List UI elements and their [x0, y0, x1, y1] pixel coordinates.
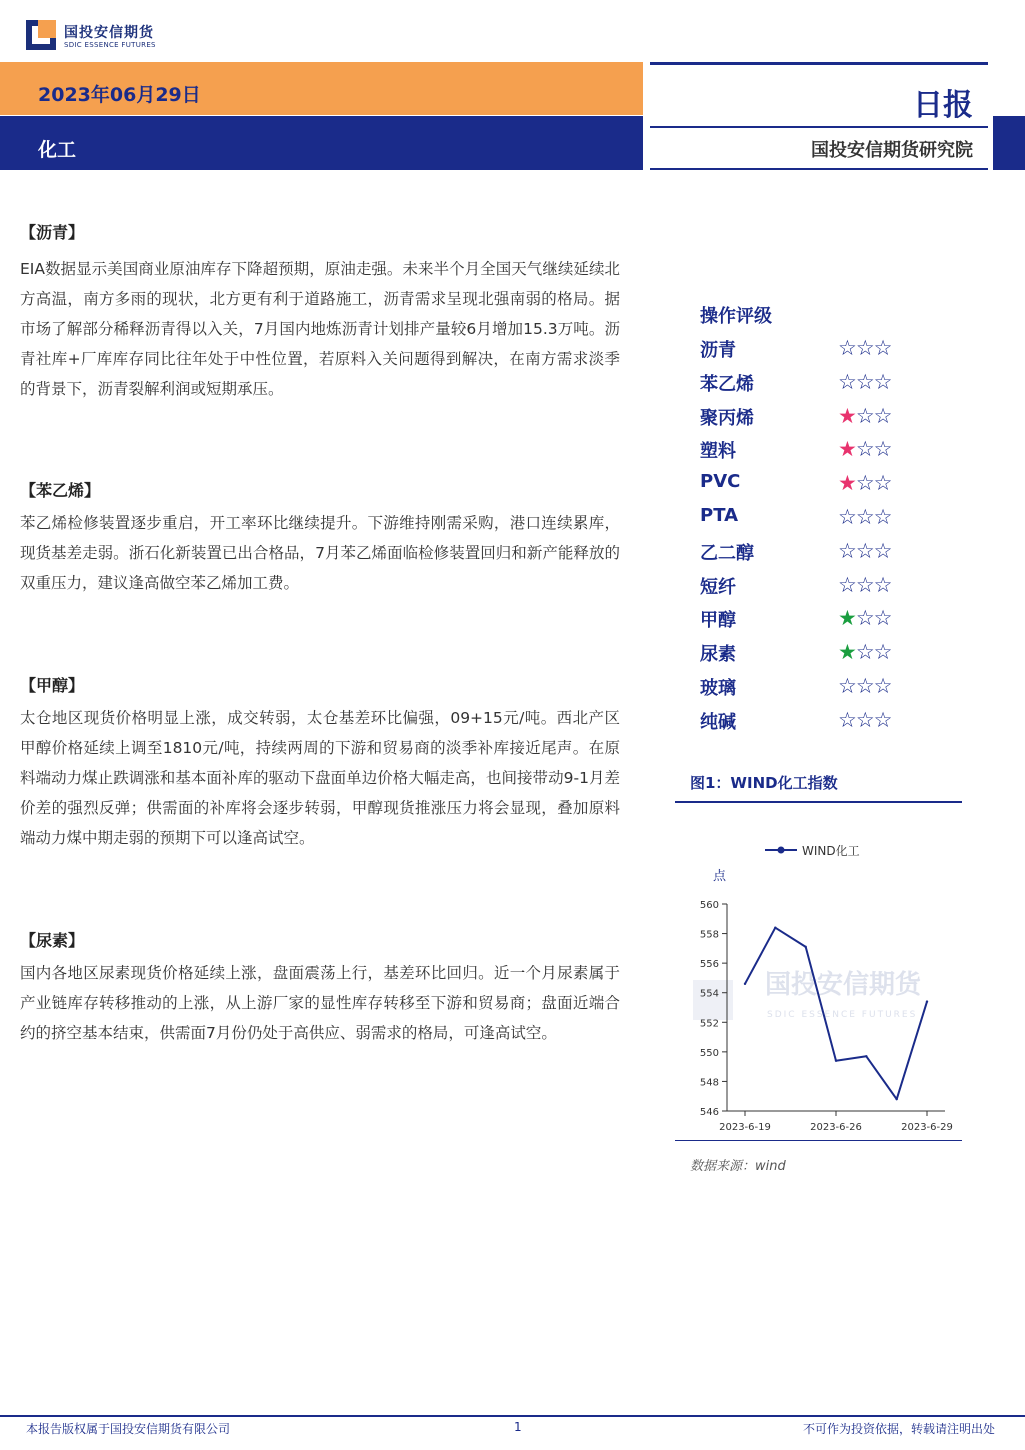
rating-product-name: 乙二醇 [700, 542, 754, 564]
header-accent-block [993, 116, 1025, 170]
star-outline-icon: ☆ [855, 369, 874, 394]
rating-product-name: 短纤 [700, 576, 736, 598]
section-title-methanol: 【甲醇】 [20, 676, 85, 695]
star-outline-icon: ☆ [873, 606, 892, 631]
report-sector: 化工 [38, 139, 77, 161]
figure-title: 图1：WIND化工指数 [690, 774, 838, 792]
footer-rule [0, 1415, 1025, 1417]
data-point [744, 983, 746, 985]
star-outline-icon: ☆ [873, 471, 892, 496]
company-logo [26, 18, 176, 54]
data-point [895, 1098, 897, 1100]
section-body-asphalt: EIA数据显示美国商业原油库存下降超预期，原油走强。未来半个月全国天气继续延续北方高温，南方多雨的现状，北方更有利于道路施工，沥青需求呈现北强南弱的格局。据市场了解部分稀释沥青得以入关，7月国内地炼沥青计划排产量较6月增加15.3万吨。沥青社库+厂库库存同比往年处于中性位置，若原料入关问题得到解决，在南方需求淡季的背景下，沥青裂解利润或短期承压。 [20, 260, 620, 398]
rating-stars [838, 640, 891, 664]
section-body-styrene: 苯乙烯检修装置逐步重启，开工率环比继续提升。下游维持刚需采购，港口连续累库，现货基差走弱。浙石化新装置已出合格品，7月苯乙烯面临检修装置回归和新产能释放的双重压力，建议逢高做空苯乙烯加工费。 [20, 514, 620, 592]
star-outline-icon: ☆ [873, 505, 892, 529]
rating-product-name: 尿素 [700, 644, 736, 666]
x-tick-label: 2023-6-29 [901, 1122, 953, 1133]
data-point [835, 1060, 837, 1062]
star-outline-icon: ☆ [873, 538, 892, 563]
star-outline-icon: ☆ [855, 403, 874, 428]
page-number: 1 [514, 1420, 522, 1434]
y-tick-label: 554 [699, 988, 719, 1000]
y-tick-label: 546 [699, 1107, 719, 1118]
star-outline-icon: ☆ [838, 674, 856, 698]
star-outline-icon: ☆ [838, 572, 856, 597]
rating-stars [838, 674, 891, 698]
rating-stars [838, 606, 891, 630]
figure-rule-top [675, 801, 962, 803]
y-tick-label: 552 [699, 1018, 719, 1030]
star-outline-icon: ☆ [873, 674, 892, 698]
star-filled-icon: ★ [838, 606, 856, 631]
rating-row [700, 640, 960, 672]
star-outline-icon: ☆ [873, 336, 892, 360]
rating-product-name: PTA [700, 505, 739, 526]
watermark-text-en: SDIC ESSENCE FUTURES [767, 1010, 918, 1020]
data-point [804, 946, 806, 948]
star-outline-icon: ☆ [855, 471, 874, 496]
figure-rule-bottom [675, 1140, 962, 1141]
rating-row [700, 606, 960, 638]
rating-row [700, 336, 960, 368]
header-rule-mid [650, 126, 988, 128]
star-outline-icon: ☆ [838, 505, 856, 529]
data-point [865, 1055, 867, 1057]
star-outline-icon: ☆ [855, 336, 874, 360]
rating-row [700, 674, 960, 706]
y-tick-label: 560 [699, 900, 719, 911]
rating-product-name: 苯乙烯 [700, 373, 754, 395]
section-title-asphalt: 【沥青】 [20, 223, 85, 242]
star-outline-icon: ☆ [855, 572, 874, 597]
y-tick-label: 558 [699, 929, 719, 941]
rating-product-name: 塑料 [700, 441, 736, 463]
star-filled-icon: ★ [838, 471, 856, 496]
rating-row [700, 505, 960, 537]
section-body-urea: 国内各地区尿素现货价格延续上涨，盘面震荡上行，基差环比回归。近一个月尿素属于产业链库存转移推动的上涨，从上游厂家的显性库存转移至下游和贸易商；盘面近端合约的挤空基本结束，供需面7月份仍处于高供应、弱需求的格局，可逢高试空。 [20, 964, 620, 1042]
rating-product-name: 玻璃 [700, 678, 736, 699]
rating-product-name: 聚丙烯 [700, 407, 754, 429]
header-rule-bottom [650, 168, 988, 170]
rating-stars [838, 573, 891, 597]
star-outline-icon: ☆ [855, 674, 874, 698]
rating-row [700, 539, 960, 571]
star-outline-icon: ☆ [873, 369, 892, 394]
rating-row [700, 471, 960, 503]
star-outline-icon: ☆ [838, 707, 856, 732]
rating-stars [838, 708, 891, 732]
rating-product-name: PVC [700, 471, 741, 493]
logo-mark-icon [26, 20, 56, 50]
footer-copyright: 本报告版权属于国投安信期货有限公司 [26, 1422, 231, 1436]
rating-row [700, 370, 960, 402]
star-outline-icon: ☆ [838, 538, 856, 563]
star-outline-icon: ☆ [873, 437, 892, 462]
data-point [926, 1000, 928, 1002]
rating-row [700, 437, 960, 469]
rating-stars [838, 539, 891, 563]
footer-disclaimer: 不可作为投资依据，转载请注明出处 [802, 1422, 995, 1436]
section-title-urea: 【尿素】 [20, 931, 85, 950]
star-outline-icon: ☆ [855, 606, 874, 631]
figure-source: 数据来源：wind [690, 1159, 786, 1174]
rating-stars [838, 370, 891, 394]
star-filled-icon: ★ [838, 640, 856, 665]
rating-stars [838, 505, 891, 529]
logo-text-cn: 国投安信期货 [64, 25, 154, 41]
star-filled-icon: ★ [838, 437, 856, 462]
y-tick-label: 550 [699, 1047, 719, 1059]
rating-row [700, 708, 960, 740]
y-axis-unit: 点 [713, 869, 727, 884]
legend-label: WIND化工 [802, 844, 860, 858]
data-point [774, 926, 776, 928]
rating-stars [838, 471, 891, 495]
rating-stars [838, 336, 891, 360]
star-outline-icon: ☆ [855, 707, 874, 732]
sector-bar [0, 116, 643, 170]
logo-text-en: SDIC ESSENCE FUTURES [64, 41, 156, 49]
x-tick-label: 2023-6-19 [719, 1122, 771, 1133]
section-title-styrene: 【苯乙烯】 [20, 481, 101, 500]
rating-product-name: 沥青 [700, 340, 736, 361]
institute-name: 国投安信期货研究院 [811, 140, 973, 161]
star-outline-icon: ☆ [873, 707, 892, 732]
rating-product-name: 纯碱 [700, 711, 736, 733]
star-outline-icon: ☆ [855, 640, 874, 665]
y-tick-label: 548 [699, 1077, 719, 1089]
ratings-title: 操作评级 [700, 306, 772, 327]
y-tick-label: 556 [699, 959, 719, 971]
star-outline-icon: ☆ [838, 369, 856, 394]
legend-marker [778, 847, 785, 854]
star-outline-icon: ☆ [855, 538, 874, 563]
rating-row [700, 404, 960, 436]
section-body-methanol: 太仓地区现货价格明显上涨，成交转弱，太仓基差环比偏强，09+15元/吨。西北产区甲醇价格延续上调至1810元/吨，持续两周的下游和贸易商的淡季补库接近尾声。在原料端动力煤止跌调涨和基本面补库的驱动下盘面单边价格大幅走高，也间接带动9-1月差价差的强烈反弹；供需面的补库将会逐步转弱，甲醇现货推涨压力将会显现，叠加原料端动力煤中期走弱的预期下可以逢高试空。 [20, 709, 620, 847]
wind-chemical-index-chart [675, 830, 962, 1138]
report-date: 2023年06月29日 [38, 84, 201, 106]
star-filled-icon: ★ [838, 403, 856, 428]
header-rule-top [650, 62, 988, 65]
rating-stars [838, 404, 891, 428]
x-tick-label: 2023-6-26 [810, 1122, 862, 1133]
rating-product-name: 甲醇 [700, 610, 736, 632]
star-outline-icon: ☆ [873, 572, 892, 597]
star-outline-icon: ☆ [873, 640, 892, 665]
rating-row [700, 573, 960, 605]
star-outline-icon: ☆ [838, 336, 856, 360]
star-outline-icon: ☆ [855, 437, 874, 462]
watermark-text-cn: 国投安信期货 [765, 970, 922, 1000]
rating-stars [838, 437, 891, 461]
report-type: 日报 [913, 88, 973, 123]
star-outline-icon: ☆ [873, 403, 892, 428]
star-outline-icon: ☆ [855, 505, 874, 529]
